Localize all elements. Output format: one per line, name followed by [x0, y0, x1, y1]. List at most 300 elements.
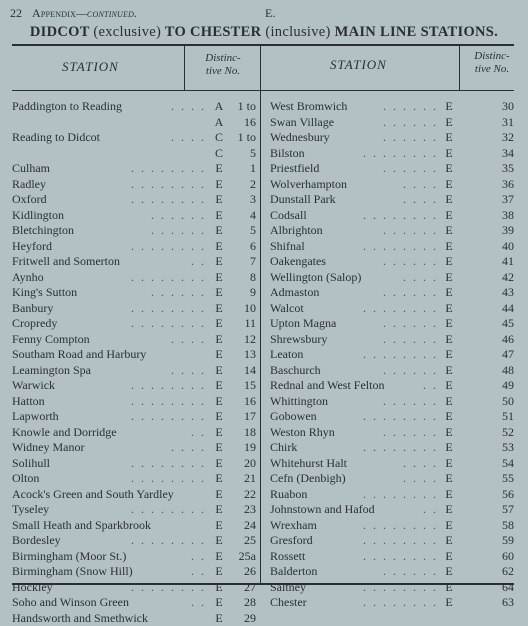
station-name: Knowle and Dorridge: [12, 425, 117, 441]
station-name: Bilston: [270, 146, 305, 162]
distinctive-number: 51: [466, 409, 514, 425]
leader-dots: . .: [191, 425, 206, 441]
station-row: [12, 595, 258, 611]
leader-dots: . .: [423, 378, 438, 394]
station-letter: E: [442, 239, 456, 255]
leader-dots: . . . . . . . .: [131, 378, 206, 394]
station-name: Wolverhampton: [270, 177, 347, 193]
station-row: [12, 533, 258, 549]
distinctive-number: 9: [226, 285, 256, 301]
station-letter: E: [212, 564, 226, 580]
station-row: [12, 347, 258, 363]
station-name: Shrewsbury: [270, 332, 327, 348]
station-letter: E: [442, 270, 456, 286]
leader-dots: . . . . . .: [383, 161, 438, 177]
leader-dots: . . . . . . . .: [363, 487, 438, 503]
leader-dots: . . . .: [403, 471, 438, 487]
leader-dots: . . . . . . . .: [131, 502, 206, 518]
station-name: Wrexham: [270, 518, 317, 534]
station-row: [270, 564, 518, 580]
station-letter: E: [442, 301, 456, 317]
station-name: Priestfield: [270, 161, 319, 177]
leader-dots: . . . . . .: [383, 223, 438, 239]
leader-dots: . . . . . . . .: [131, 270, 206, 286]
leader-dots: . . . . . .: [383, 254, 438, 270]
station-name: Ruabon: [270, 487, 307, 503]
station-row: [12, 316, 258, 332]
station-name: Gresford: [270, 533, 313, 549]
distinctive-number: 43: [466, 285, 514, 301]
distinctive-number: 44: [466, 301, 514, 317]
distinctive-number: 55: [466, 471, 514, 487]
leader-dots: . . . . . . . .: [131, 409, 206, 425]
station-name: Birmingham (Moor St.): [12, 549, 126, 565]
station-letter: C: [212, 130, 226, 146]
left-distinctive-line1: Distinc-: [188, 52, 258, 65]
station-row: [270, 316, 518, 332]
left-station-list: [12, 99, 258, 626]
station-name: Baschurch: [270, 363, 321, 379]
station-name: Cefn (Denbigh): [270, 471, 346, 487]
station-row: [12, 471, 258, 487]
leader-dots: . . . . . .: [383, 285, 438, 301]
station-letter: E: [212, 347, 226, 363]
station-letter: E: [212, 177, 226, 193]
distinctive-number: 37: [466, 192, 514, 208]
distinctive-number: 1 to: [226, 130, 256, 146]
leader-dots: . . . .: [171, 440, 206, 456]
station-name: King's Sutton: [12, 285, 77, 301]
station-name: Reading to Didcot: [12, 130, 100, 146]
leader-dots: . . . .: [171, 332, 206, 348]
station-letter: E: [442, 316, 456, 332]
station-name: Tyseley: [12, 502, 49, 518]
station-letter: A: [212, 115, 226, 131]
station-name: Weston Rhyn: [270, 425, 335, 441]
leader-dots: . . . .: [403, 270, 438, 286]
distinctive-number: 42: [466, 270, 514, 286]
leader-dots: . . . . . .: [383, 394, 438, 410]
leader-dots: . .: [191, 564, 206, 580]
station-letter: E: [442, 115, 456, 131]
station-letter: E: [442, 161, 456, 177]
station-name: Culham: [12, 161, 50, 177]
station-name: Paddington to Reading: [12, 99, 122, 115]
station-row: [270, 270, 518, 286]
station-name: Codsall: [270, 208, 307, 224]
station-letter: E: [442, 595, 456, 611]
leader-dots: . . . . . .: [151, 285, 206, 301]
station-name: Widney Manor: [12, 440, 85, 456]
station-row: [270, 99, 518, 115]
station-row: [270, 192, 518, 208]
distinctive-number: 25: [226, 533, 256, 549]
station-row: [270, 595, 518, 611]
station-name: West Bromwich: [270, 99, 347, 115]
station-letter: E: [212, 409, 226, 425]
leader-dots: . . . . . . . .: [131, 161, 206, 177]
distinctive-number: 64: [466, 580, 514, 596]
title-inclusive: (inclusive): [265, 24, 330, 40]
station-row: [12, 611, 258, 626]
station-name: Warwick: [12, 378, 55, 394]
station-letter: E: [442, 378, 456, 394]
distinctive-number: 17: [226, 409, 256, 425]
station-letter: E: [212, 378, 226, 394]
station-letter: E: [442, 456, 456, 472]
leader-dots: . .: [423, 502, 438, 518]
station-letter: E: [212, 301, 226, 317]
distinctive-number: 41: [466, 254, 514, 270]
leader-dots: . . . . . .: [383, 564, 438, 580]
distinctive-number: 26: [226, 564, 256, 580]
station-row: [270, 239, 518, 255]
leader-dots: . . . . . .: [383, 316, 438, 332]
station-letter: E: [442, 518, 456, 534]
leader-dots: . . . . . . . .: [131, 316, 206, 332]
leader-dots: . .: [191, 595, 206, 611]
station-name: Upton Magna: [270, 316, 336, 332]
distinctive-number: 14: [226, 363, 256, 379]
station-letter: E: [212, 254, 226, 270]
leader-dots: . . . . . . . .: [131, 533, 206, 549]
distinctive-number: 12: [226, 332, 256, 348]
leader-dots: . . . .: [403, 192, 438, 208]
station-row: [12, 409, 258, 425]
station-name: Oxford: [12, 192, 47, 208]
station-letter: E: [212, 471, 226, 487]
station-letter: E: [442, 223, 456, 239]
station-row: [12, 394, 258, 410]
distinctive-number: 23: [226, 502, 256, 518]
station-row: [270, 254, 518, 270]
station-name: Southam Road and Harbury: [12, 347, 146, 363]
station-name: Cropredy: [12, 316, 57, 332]
distinctive-number: 49: [466, 378, 514, 394]
station-name: Wellington (Salop): [270, 270, 361, 286]
station-letter: E: [212, 518, 226, 534]
station-row: [270, 580, 518, 596]
station-row: [270, 347, 518, 363]
distinctive-number: 24: [226, 518, 256, 534]
station-letter: E: [442, 347, 456, 363]
station-row: [12, 332, 258, 348]
top-rule: [12, 44, 514, 46]
station-row: [270, 440, 518, 456]
station-name: Leaton: [270, 347, 303, 363]
leader-dots: . . . . . . . .: [131, 192, 206, 208]
station-name: Swan Village: [270, 115, 334, 131]
station-letter: E: [212, 239, 226, 255]
station-letter: E: [442, 394, 456, 410]
leader-dots: . . . . . .: [151, 208, 206, 224]
station-row: [270, 177, 518, 193]
station-name: Rednal and West Felton: [270, 378, 384, 394]
leader-dots: . . . .: [171, 99, 206, 115]
station-row: [12, 239, 258, 255]
leader-dots: . .: [191, 254, 206, 270]
station-row: [270, 518, 518, 534]
station-row: [12, 549, 258, 565]
leader-dots: . . . . . .: [383, 115, 438, 131]
leader-dots: . . . . . . . .: [363, 533, 438, 549]
station-row: [12, 208, 258, 224]
station-name: Fenny Compton: [12, 332, 90, 348]
station-row: [12, 502, 258, 518]
appendix-heading: [32, 6, 137, 21]
distinctive-number: 4: [226, 208, 256, 224]
appendix-continued: —continued.: [76, 6, 137, 20]
station-letter: E: [442, 502, 456, 518]
station-letter: E: [442, 487, 456, 503]
distinctive-number: 22: [226, 487, 256, 503]
station-name: Johnstown and Hafod: [270, 502, 375, 518]
station-name: Bordesley: [12, 533, 61, 549]
title-to: TO CHESTER: [165, 24, 262, 40]
station-name: Whitehurst Halt: [270, 456, 347, 472]
station-name: Albrighton: [270, 223, 323, 239]
station-name: Balderton: [270, 564, 317, 580]
leader-dots: . . . . . .: [383, 332, 438, 348]
leader-dots: . . . . . . . .: [131, 301, 206, 317]
station-row: [12, 285, 258, 301]
station-row: [270, 394, 518, 410]
station-name: Dunstall Park: [270, 192, 336, 208]
distinctive-number: 20: [226, 456, 256, 472]
distinctive-number: 3: [226, 192, 256, 208]
station-row: [12, 564, 258, 580]
left-distinctive-line2: tive No.: [188, 65, 258, 78]
distinctive-number: 58: [466, 518, 514, 534]
appendix-label: Appendix: [32, 6, 76, 20]
distinctive-number: 34: [466, 146, 514, 162]
leader-dots: . . . . . . . .: [363, 409, 438, 425]
station-name: Olton: [12, 471, 39, 487]
station-row: [12, 254, 258, 270]
station-row: [12, 115, 258, 131]
station-name: Wednesbury: [270, 130, 330, 146]
distinctive-number: 32: [466, 130, 514, 146]
leader-dots: . . . . . .: [383, 363, 438, 379]
distinctive-number: 63: [466, 595, 514, 611]
station-letter: E: [442, 285, 456, 301]
station-row: [270, 115, 518, 131]
station-row: [270, 223, 518, 239]
distinctive-number: 10: [226, 301, 256, 317]
station-letter: E: [212, 208, 226, 224]
distinctive-number: 38: [466, 208, 514, 224]
station-letter: E: [442, 192, 456, 208]
station-name: Heyford: [12, 239, 52, 255]
distinctive-number: 56: [466, 487, 514, 503]
distinctive-number: 18: [226, 425, 256, 441]
leader-dots: . . . .: [171, 130, 206, 146]
station-row: [270, 471, 518, 487]
station-name: Acock's Green and South Yardley: [12, 487, 174, 503]
distinctive-number: 31: [466, 115, 514, 131]
station-row: [12, 440, 258, 456]
distinctive-number: 21: [226, 471, 256, 487]
distinctive-number: 60: [466, 549, 514, 565]
station-row: [270, 285, 518, 301]
station-letter: E: [442, 332, 456, 348]
station-name: Banbury: [12, 301, 53, 317]
station-row: [12, 456, 258, 472]
station-name: Kidlington: [12, 208, 64, 224]
distinctive-number: 40: [466, 239, 514, 255]
station-row: [270, 533, 518, 549]
leader-dots: . . . . . . . .: [363, 301, 438, 317]
distinctive-number: 53: [466, 440, 514, 456]
page-title: [0, 24, 528, 41]
station-letter: E: [442, 580, 456, 596]
leader-dots: . . . . . .: [383, 99, 438, 115]
station-row: [12, 99, 258, 115]
station-letter: E: [442, 208, 456, 224]
station-letter: E: [212, 316, 226, 332]
station-row: [12, 270, 258, 286]
distinctive-number: 8: [226, 270, 256, 286]
leader-dots: . . . .: [403, 456, 438, 472]
right-distinctive-line1: Distinc-: [462, 50, 522, 63]
station-row: [12, 223, 258, 239]
leader-dots: . . . . . . . .: [363, 146, 438, 162]
distinctive-number: 2: [226, 177, 256, 193]
leader-dots: . . . . . . . .: [131, 471, 206, 487]
station-letter: E: [442, 177, 456, 193]
center-divider: [260, 46, 261, 583]
station-letter: E: [212, 192, 226, 208]
station-letter: E: [442, 146, 456, 162]
distinctive-number: 25a: [226, 549, 256, 565]
station-letter: E: [442, 471, 456, 487]
left-distinctive-header: [188, 52, 258, 78]
station-letter: E: [212, 533, 226, 549]
station-name: Whittington: [270, 394, 328, 410]
right-distinctive-header: [462, 50, 522, 76]
station-name: Hatton: [12, 394, 45, 410]
distinctive-number: 30: [466, 99, 514, 115]
distinctive-number: 50: [466, 394, 514, 410]
station-name: Fritwell and Somerton: [12, 254, 120, 270]
leader-dots: . . . . . . . .: [363, 440, 438, 456]
station-row: [270, 549, 518, 565]
leader-dots: . . . . . . . .: [363, 347, 438, 363]
station-row: [12, 177, 258, 193]
station-name: Gobowen: [270, 409, 317, 425]
station-row: [12, 378, 258, 394]
distinctive-number: 52: [466, 425, 514, 441]
distinctive-number: 36: [466, 177, 514, 193]
distinctive-number: 7: [226, 254, 256, 270]
leader-dots: . . . . . .: [151, 223, 206, 239]
leader-dots: . . . . . . . .: [363, 549, 438, 565]
station-letter: E: [212, 332, 226, 348]
station-name: Chirk: [270, 440, 297, 456]
station-letter: E: [442, 549, 456, 565]
left-station-header: STATION: [62, 59, 119, 75]
station-letter: E: [212, 487, 226, 503]
leader-dots: . .: [191, 549, 206, 565]
station-row: [12, 301, 258, 317]
station-row: [270, 332, 518, 348]
station-row: [12, 487, 258, 503]
station-row: [12, 425, 258, 441]
station-row: [12, 130, 258, 146]
station-letter: E: [442, 533, 456, 549]
station-row: [270, 208, 518, 224]
page-number: 22: [10, 6, 22, 21]
title-main-line: MAIN LINE STATIONS.: [335, 24, 499, 40]
section-letter: E.: [265, 6, 275, 21]
station-letter: E: [212, 363, 226, 379]
station-row: [270, 487, 518, 503]
page-header: [10, 4, 518, 20]
distinctive-number: 57: [466, 502, 514, 518]
station-name: Handsworth and Smethwick: [12, 611, 148, 626]
leader-dots: . . . .: [171, 363, 206, 379]
leader-dots: . . . . . .: [383, 130, 438, 146]
leader-dots: . . . . . . . .: [363, 580, 438, 596]
station-row: [270, 363, 518, 379]
leader-dots: . . . . . . . .: [131, 580, 206, 596]
station-name: Small Heath and Sparkbrook: [12, 518, 151, 534]
station-row: [12, 146, 258, 162]
station-letter: E: [212, 394, 226, 410]
station-row: [270, 425, 518, 441]
station-name: Saltney: [270, 580, 306, 596]
station-letter: C: [212, 146, 226, 162]
distinctive-number: 47: [466, 347, 514, 363]
title-from: DIDCOT: [30, 24, 90, 40]
distinctive-number: 1: [226, 161, 256, 177]
station-letter: E: [212, 580, 226, 596]
station-letter: E: [212, 161, 226, 177]
distinctive-number: 39: [466, 223, 514, 239]
station-name: Soho and Winson Green: [12, 595, 129, 611]
distinctive-number: 11: [226, 316, 256, 332]
leader-dots: . . . .: [403, 177, 438, 193]
leader-dots: . . . . . . . .: [131, 177, 206, 193]
station-row: [12, 518, 258, 534]
leader-dots: . . . . . . . .: [363, 518, 438, 534]
leader-dots: . . . . . . . .: [131, 394, 206, 410]
distinctive-number: 29: [226, 611, 256, 626]
station-row: [12, 161, 258, 177]
leader-dots: . . . . . . . .: [363, 208, 438, 224]
leader-dots: . . . . . . . .: [131, 456, 206, 472]
leader-dots: . . . . . . . .: [363, 595, 438, 611]
station-name: Solihull: [12, 456, 50, 472]
station-letter: E: [212, 502, 226, 518]
right-header-divider: [459, 46, 460, 90]
station-letter: E: [212, 456, 226, 472]
right-station-header: STATION: [330, 57, 387, 73]
distinctive-number: 5: [226, 146, 256, 162]
distinctive-number: 28: [226, 595, 256, 611]
station-letter: E: [442, 440, 456, 456]
station-row: [12, 363, 258, 379]
station-letter: E: [212, 270, 226, 286]
station-letter: E: [212, 595, 226, 611]
distinctive-number: 13: [226, 347, 256, 363]
station-row: [270, 130, 518, 146]
distinctive-number: 16: [226, 394, 256, 410]
station-letter: E: [442, 363, 456, 379]
station-row: [270, 378, 518, 394]
station-row: [270, 502, 518, 518]
station-letter: E: [442, 409, 456, 425]
